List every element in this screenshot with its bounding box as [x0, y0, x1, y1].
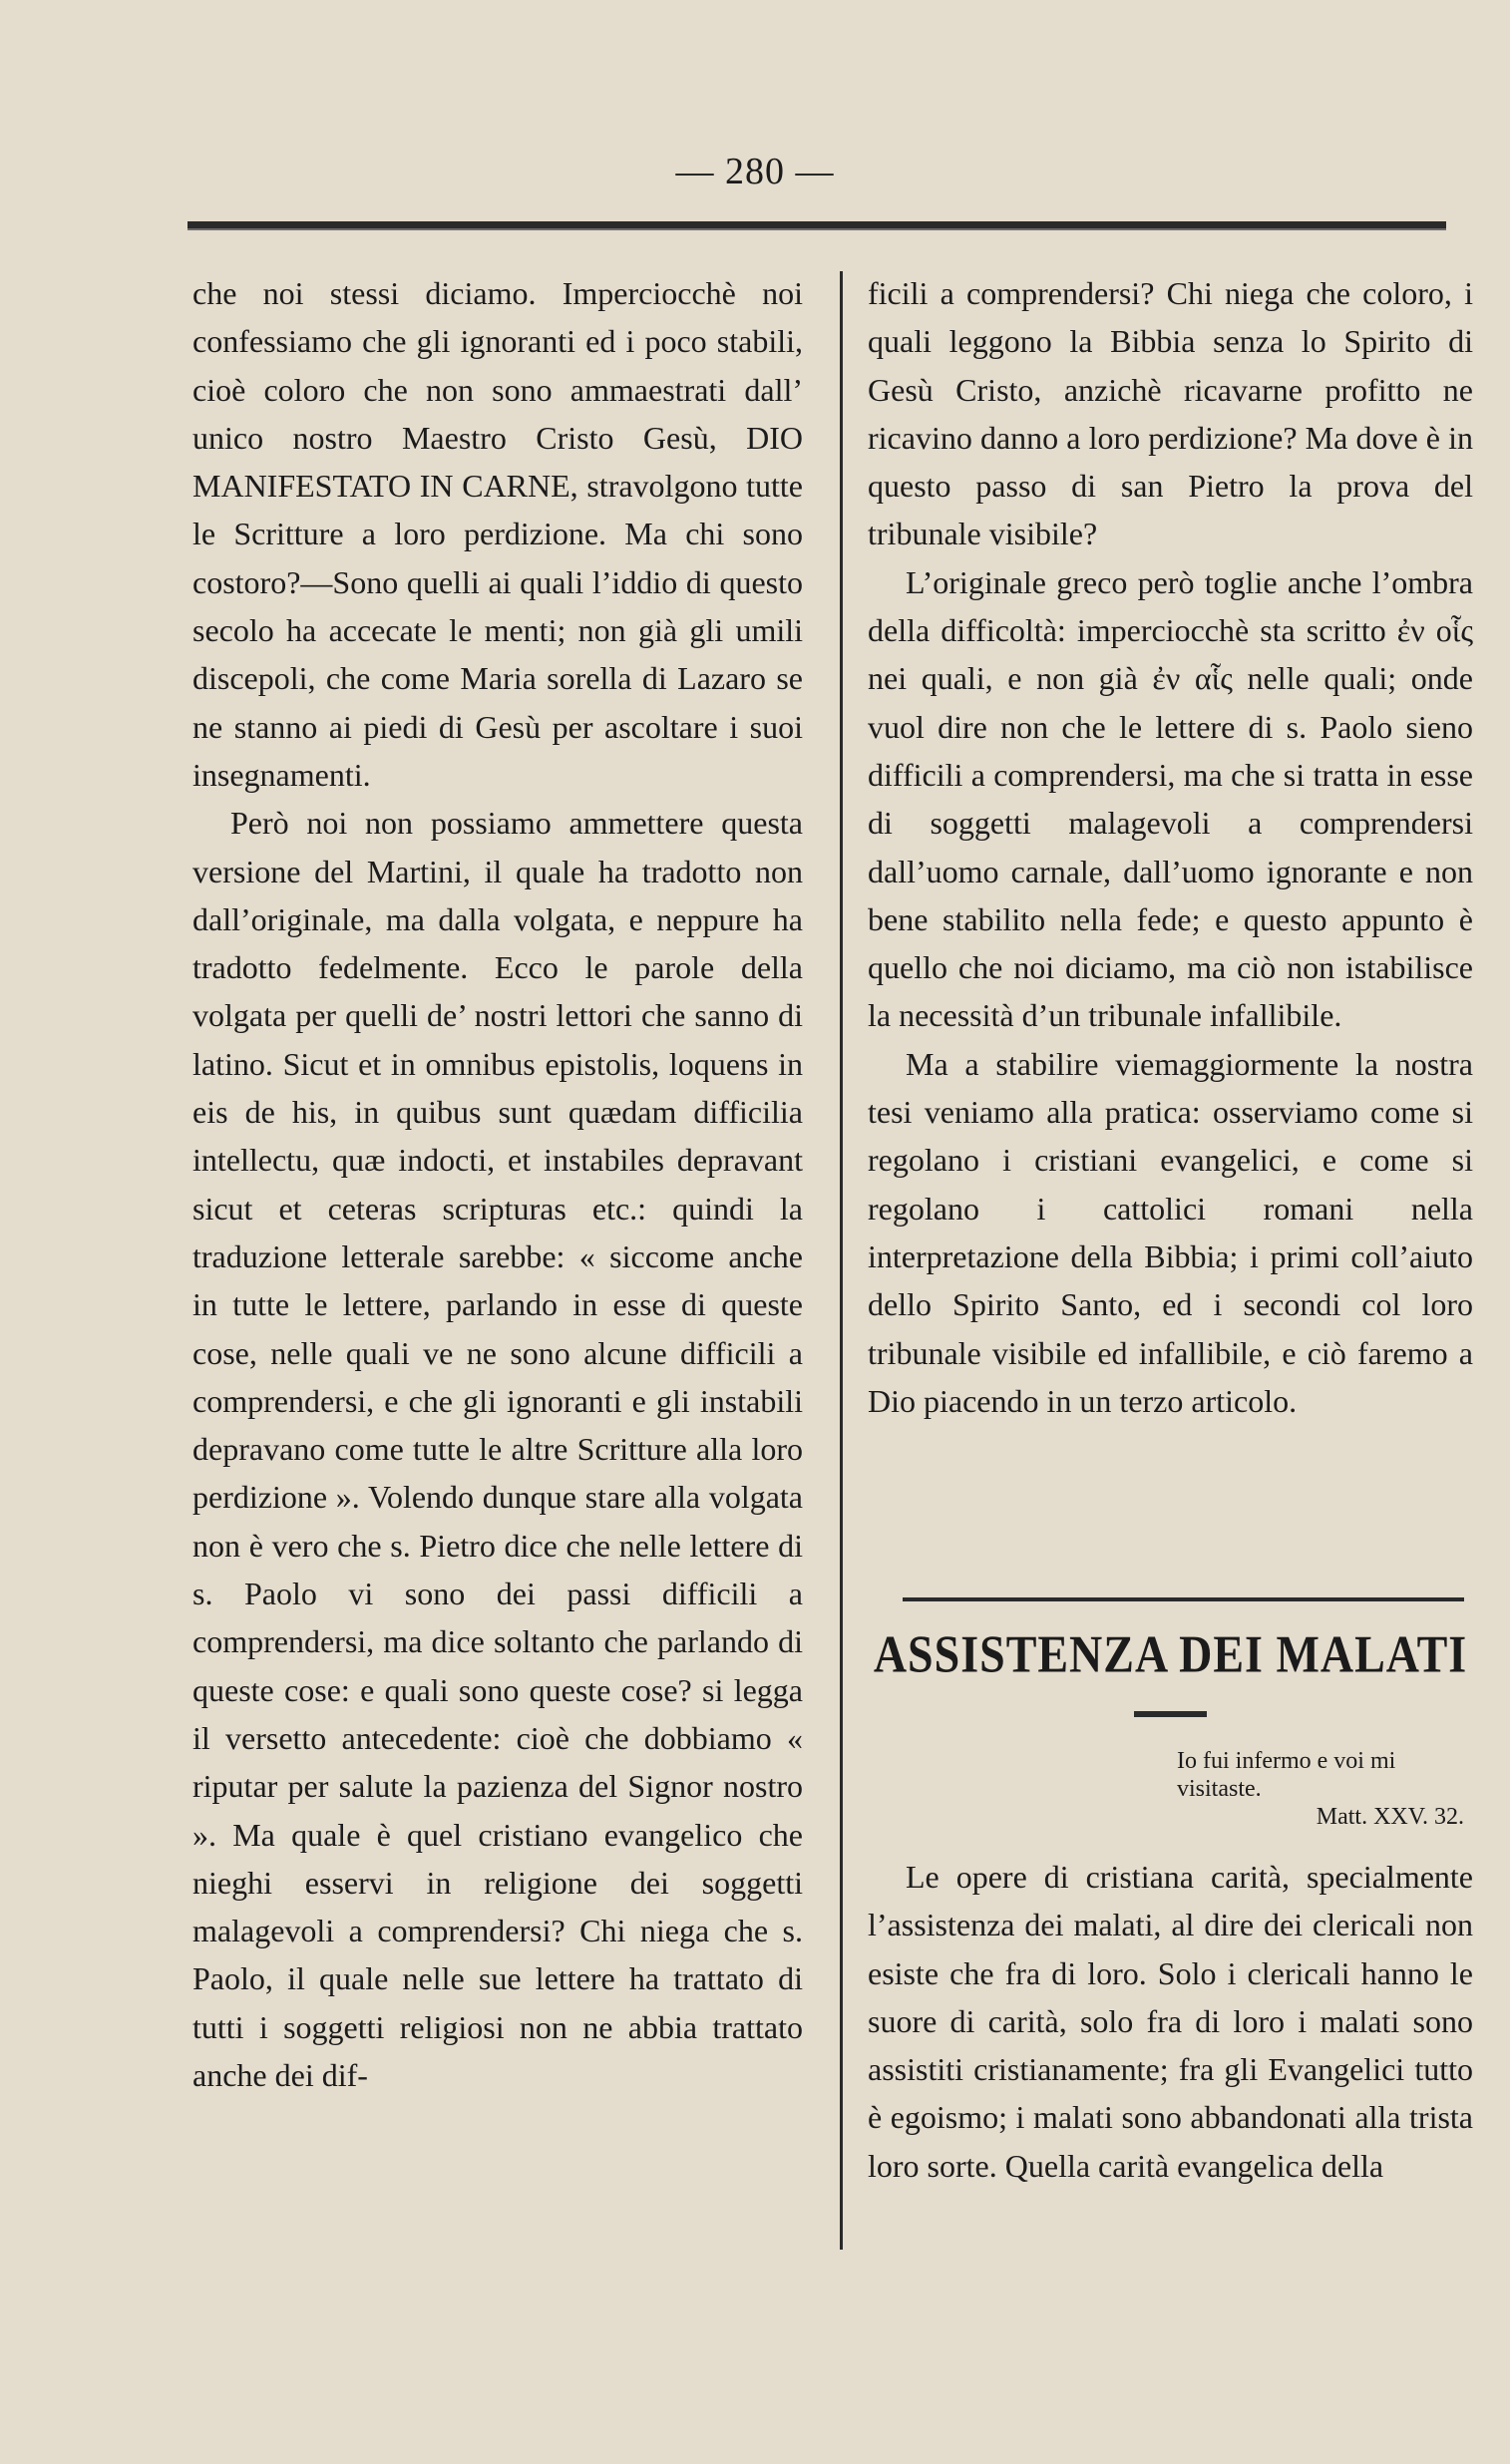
section-separator-rule — [903, 1597, 1464, 1601]
epigraph-reference: Matt. XXV. 32. — [1316, 1804, 1464, 1830]
paragraph: Ma a stabilire viemaggiormente la nostra tesi veniamo alla pratica: osserviamo come si regolano i cristiani evangelici, e come si regolano i cattolici romani nella interpretazione della Bibbia; i primi coll’aiuto dello Spirito Santo, ed i secondi col loro tribunale visibile ed infallibile, e ciò faremo a Dio piacendo in un terzo articolo. — [868, 1045, 1473, 1419]
header-rule — [188, 221, 1446, 230]
paragraph: Però noi non possiamo ammettere questa versione del Martini, il quale ha tradotto non dall’originale, ma dalla volgata, e neppure ha tradotto fedelmente. Ecco le parole della volgata per quelli de’ nostri lettori che sanno di latino. Sicut et in omnibus epistolis, loquens in eis de his, in quibus sunt quædam difficilia intellectu, quæ indocti, et instabiles depravant sicut et ceteras scripturas etc.: quindi la traduzione letterale sarebbe: « siccome anche in tutte le lettere, parlando in esse di queste cose, nelle quali ve ne sono alcune difficili a comprendersi, e che gli ignoranti e gli instabili depravano come tutte le altre Scritture alla loro perdizione ». Volendo dunque stare alla volgata non è vero che s. Pietro dice che nelle lettere di s. Paolo vi sono dei passi difficili a comprendersi, ma dice soltanto che parlando di queste cose: e quali sono queste cose? si legga il versetto antecedente: cioè che dobbiamo « riputar per salute la pazienza del Signor nostro ». Ma quale è quel cristiano evangelico che nieghi esservi in religione dei soggetti malagevoli a comprendersi? Chi niega che s. Paolo, il quale nelle sue lettere ha trattato di tutti i soggetti religiosi non ne abbia trattato anche dei dif- — [192, 805, 803, 2093]
paragraph: L’originale greco però toglie anche l’ombra della difficoltà: imperciocchè sta scritto ἐν οἷς nei quali, e non già ἐν αἷς nelle quali; onde vuol dire non che le lettere di s. Paolo sieno difficili a comprendersi, ma che si tratta in esse di soggetti malagevoli a comprendersi dall’uomo carnale, dall’uomo ignorante e non bene stabilito nella fede; e questo appunto è quello che noi diciamo, ma ciò non istabilisce la necessità d’un tribunale infallibile. — [868, 563, 1473, 1034]
title-underline-rule — [1134, 1711, 1207, 1717]
paragraph: ficili a comprendersi? Chi niega che coloro, i quali leggono la Bibbia senza lo Spirito di Gesù Cristo, anzichè ricavarne profitto ne ricavino danno a loro perdizione? Ma dove è in questo passo di san Pietro la prova del tribunale visibile? — [868, 275, 1473, 552]
column-divider — [840, 271, 843, 2250]
epigraph-quote: Io fui infermo e voi mi visitaste. — [1177, 1748, 1396, 1802]
page-number: — 280 — — [675, 151, 835, 192]
section-body — [868, 1853, 1473, 2190]
section-title: ASSISTENZA DEI MALATI — [873, 1624, 1468, 1683]
paragraph: Le opere di cristiana carità, specialmente l’assistenza dei malati, al dire dei clericali non esiste che fra di loro. Solo i clericali hanno le suore di carità, solo fra di loro i malati sono assistiti cristianamente; fra gli Evangelici tutto è egoismo; i malati sono abbandonati alla trista loro sorte. Quella carità evangelica della — [868, 1859, 1473, 2184]
left-column — [192, 269, 803, 2099]
paragraph: che noi stessi diciamo. Imperciocchè noi confessiamo che gli ignoranti ed i poco stabili, cioè coloro che non sono ammaestrati dall’ unico nostro Maestro Cristo Gesù, DIO MANIFESTATO IN CARNE, stravolgono tutte le Scritture a loro perdizione. Ma chi sono costoro?—Sono quelli ai quali l’iddio di questo secolo ha accecate le menti; non già gli umili discepoli, che come Maria sorella di Lazaro se ne stanno ai piedi di Gesù per ascoltare i suoi insegnamenti. — [192, 275, 803, 793]
epigraph — [1177, 1747, 1476, 1831]
right-column — [868, 269, 1473, 1425]
